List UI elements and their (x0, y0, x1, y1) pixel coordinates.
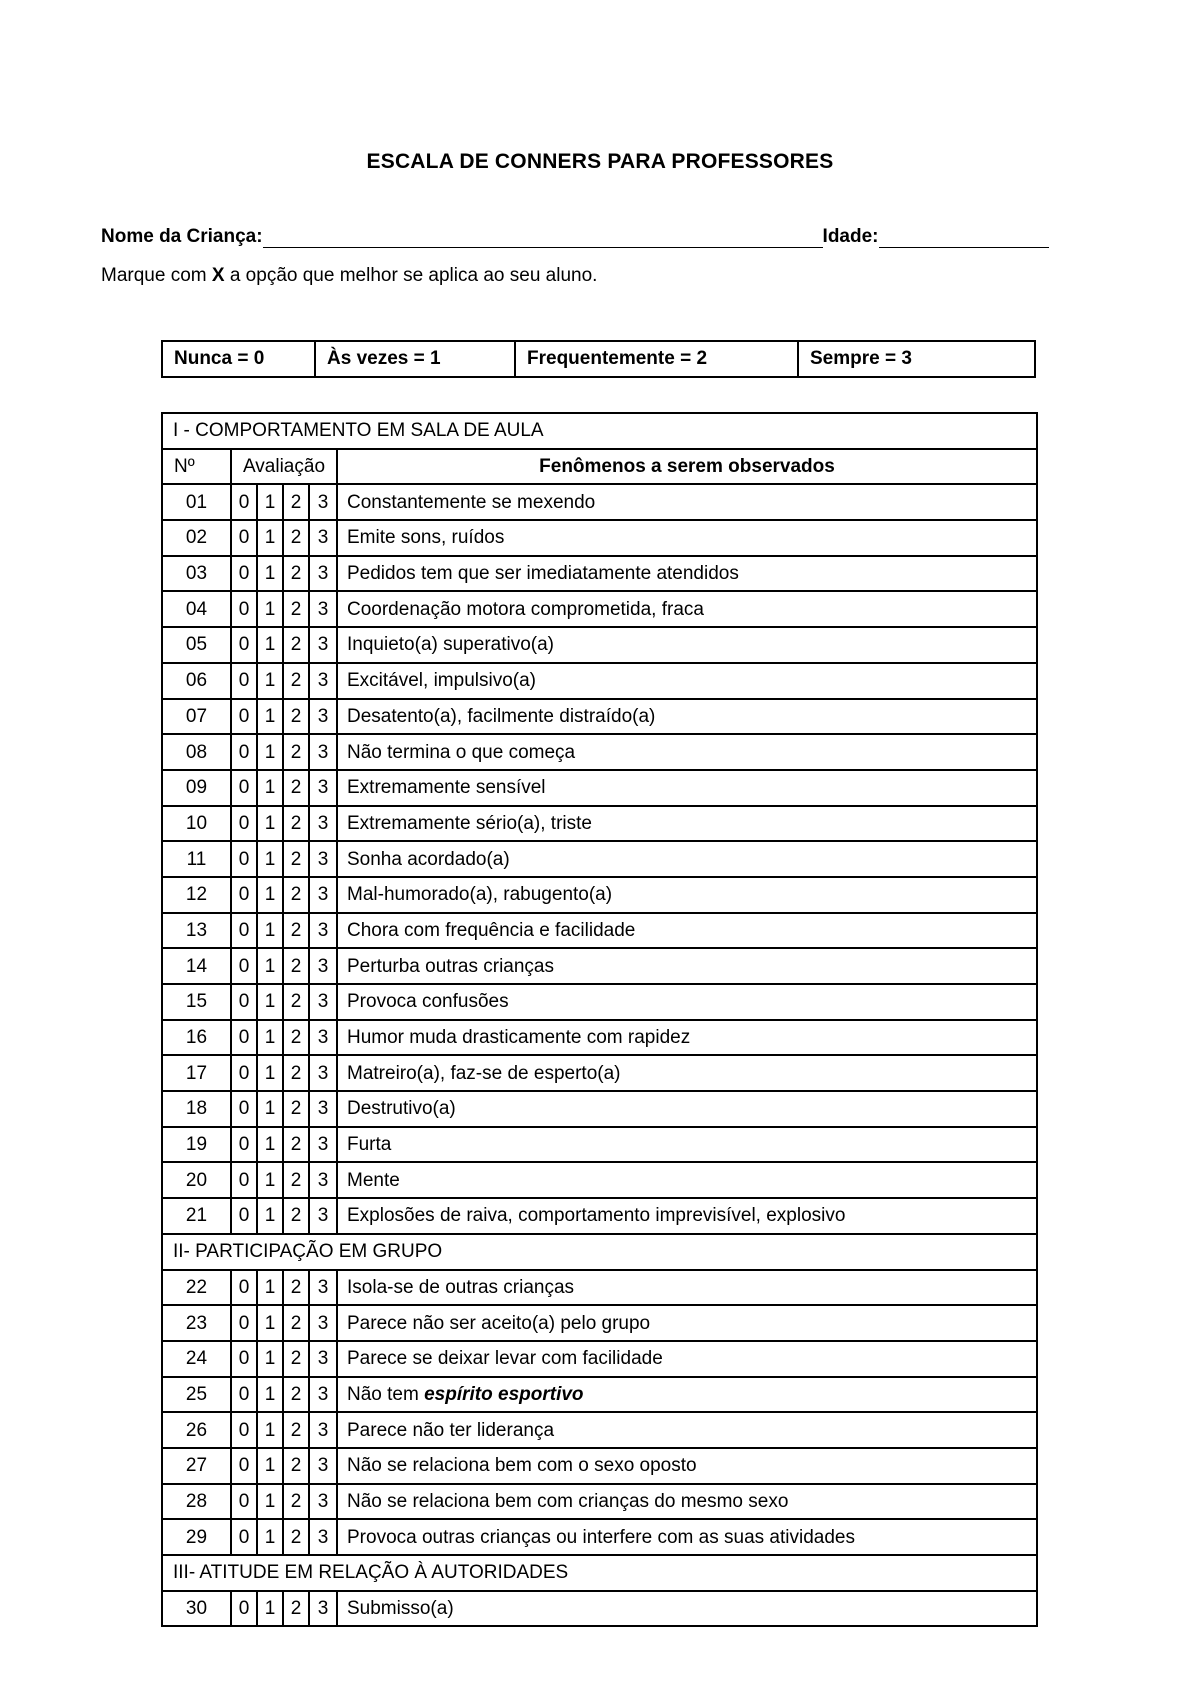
instruction-pre: Marque com (101, 265, 212, 286)
item-number: 02 (162, 520, 231, 556)
rating-option-3[interactable]: 3 (309, 1519, 337, 1555)
item-description (337, 1127, 1037, 1163)
item-number: 25 (162, 1377, 231, 1413)
item-row (162, 1198, 1037, 1234)
item-description (337, 1519, 1037, 1555)
item-description (337, 1412, 1037, 1448)
item-row (162, 948, 1037, 984)
rating-option-2[interactable]: 2 (283, 1448, 309, 1484)
section-title: I - COMPORTAMENTO EM SALA DE AULA (162, 413, 1037, 449)
section-title: II- PARTICIPAÇÃO EM GRUPO (162, 1234, 1037, 1270)
item-number: 30 (162, 1591, 231, 1627)
rating-option-0[interactable]: 0 (231, 841, 257, 877)
rating-option-1[interactable]: 1 (257, 734, 283, 770)
item-description (337, 627, 1037, 663)
item-description (337, 1270, 1037, 1306)
rating-option-3[interactable]: 3 (309, 1270, 337, 1306)
item-text: Perturba outras crianças (347, 955, 554, 977)
rating-option-3[interactable]: 3 (309, 1055, 337, 1091)
item-number: 18 (162, 1091, 231, 1127)
item-number: 23 (162, 1305, 231, 1341)
item-number: 13 (162, 913, 231, 949)
item-row (162, 1305, 1037, 1341)
header-row (162, 449, 1037, 485)
rating-option-2[interactable]: 2 (283, 770, 309, 806)
rating-option-0[interactable]: 0 (231, 520, 257, 556)
item-number: 03 (162, 556, 231, 592)
item-text: Mente (347, 1169, 400, 1191)
header-number: Nº (162, 449, 231, 485)
conners-table (161, 412, 1038, 1627)
item-description (337, 841, 1037, 877)
item-text: Parece se deixar levar com facilidade (347, 1348, 663, 1370)
item-text: Extremamente sensível (347, 777, 546, 799)
rating-option-1[interactable]: 1 (257, 591, 283, 627)
item-row (162, 770, 1037, 806)
item-description (337, 663, 1037, 699)
item-row (162, 699, 1037, 735)
rating-option-2[interactable]: 2 (283, 699, 309, 735)
rating-option-1[interactable]: 1 (257, 1055, 283, 1091)
rating-option-0[interactable]: 0 (231, 1591, 257, 1627)
rating-option-3[interactable]: 3 (309, 734, 337, 770)
item-number: 27 (162, 1448, 231, 1484)
item-text: Emite sons, ruídos (347, 527, 505, 549)
item-text: Pedidos tem que ser imediatamente atendidos (347, 563, 739, 585)
rating-option-3[interactable]: 3 (309, 1091, 337, 1127)
page-title: ESCALA DE CONNERS PARA PROFESSORES (366, 150, 834, 173)
item-number: 06 (162, 663, 231, 699)
rating-option-2[interactable]: 2 (283, 948, 309, 984)
rating-legend (161, 340, 1036, 378)
rating-option-2[interactable]: 2 (283, 1091, 309, 1127)
item-row (162, 1412, 1037, 1448)
item-number: 24 (162, 1341, 231, 1377)
rating-option-3[interactable]: 3 (309, 1127, 337, 1163)
rating-option-1[interactable]: 1 (257, 1091, 283, 1127)
child-name-field[interactable] (263, 225, 823, 248)
rating-option-2[interactable]: 2 (283, 877, 309, 913)
item-description (337, 1448, 1037, 1484)
item-number: 08 (162, 734, 231, 770)
rating-option-0[interactable]: 0 (231, 1519, 257, 1555)
rating-option-1[interactable]: 1 (257, 1377, 283, 1413)
rating-option-2[interactable]: 2 (283, 841, 309, 877)
rating-option-1[interactable]: 1 (257, 1020, 283, 1056)
rating-option-2[interactable]: 2 (283, 913, 309, 949)
legend-always: Sempre = 3 (798, 341, 1035, 377)
rating-option-2[interactable]: 2 (283, 1270, 309, 1306)
item-description (337, 806, 1037, 842)
item-text: Parece não ter liderança (347, 1419, 555, 1441)
item-description (337, 520, 1037, 556)
rating-option-2[interactable]: 2 (283, 1162, 309, 1198)
rating-option-0[interactable]: 0 (231, 1341, 257, 1377)
rating-option-2[interactable]: 2 (283, 1127, 309, 1163)
rating-option-3[interactable]: 3 (309, 1484, 337, 1520)
item-text: Isola-se de outras crianças (347, 1276, 575, 1298)
item-number: 15 (162, 984, 231, 1020)
rating-option-3[interactable]: 3 (309, 1448, 337, 1484)
rating-option-3[interactable]: 3 (309, 806, 337, 842)
rating-option-1[interactable]: 1 (257, 984, 283, 1020)
item-description (337, 1591, 1037, 1627)
item-number: 09 (162, 770, 231, 806)
item-number: 14 (162, 948, 231, 984)
item-number: 26 (162, 1412, 231, 1448)
rating-option-3[interactable]: 3 (309, 1020, 337, 1056)
rating-option-2[interactable]: 2 (283, 663, 309, 699)
item-row (162, 484, 1037, 520)
item-row (162, 1484, 1037, 1520)
rating-option-0[interactable]: 0 (231, 556, 257, 592)
rating-option-0[interactable]: 0 (231, 1377, 257, 1413)
item-description (337, 734, 1037, 770)
item-text: Desatento(a), facilmente distraído(a) (347, 705, 656, 727)
item-number: 12 (162, 877, 231, 913)
rating-option-2[interactable]: 2 (283, 1341, 309, 1377)
rating-option-1[interactable]: 1 (257, 556, 283, 592)
rating-option-2[interactable]: 2 (283, 1305, 309, 1341)
item-text: Extremamente sério(a), triste (347, 812, 592, 834)
item-number: 10 (162, 806, 231, 842)
item-text: Mal-humorado(a), rabugento(a) (347, 884, 613, 906)
rating-option-0[interactable]: 0 (231, 877, 257, 913)
item-description (337, 1198, 1037, 1234)
rating-option-3[interactable]: 3 (309, 591, 337, 627)
rating-option-2[interactable]: 2 (283, 1020, 309, 1056)
item-description (337, 1055, 1037, 1091)
item-description (337, 1305, 1037, 1341)
rating-option-0[interactable]: 0 (231, 1484, 257, 1520)
item-description (337, 699, 1037, 735)
item-text: Destrutivo(a) (347, 1098, 456, 1120)
header-items: Fenômenos a serem observados (337, 449, 1037, 485)
rating-option-0[interactable]: 0 (231, 1020, 257, 1056)
item-number: 07 (162, 699, 231, 735)
child-name-label: Nome da Criança: (101, 226, 263, 247)
item-description (337, 1341, 1037, 1377)
item-number: 19 (162, 1127, 231, 1163)
rating-option-1[interactable]: 1 (257, 1162, 283, 1198)
rating-option-0[interactable]: 0 (231, 734, 257, 770)
rating-option-3[interactable]: 3 (309, 913, 337, 949)
rating-option-0[interactable]: 0 (231, 913, 257, 949)
item-text: Coordenação motora comprometida, fraca (347, 598, 704, 620)
item-description (337, 913, 1037, 949)
item-text: Não termina o que começa (347, 741, 576, 763)
rating-option-2[interactable]: 2 (283, 591, 309, 627)
item-description (337, 484, 1037, 520)
rating-option-2[interactable]: 2 (283, 734, 309, 770)
rating-option-2[interactable]: 2 (283, 1519, 309, 1555)
rating-option-2[interactable]: 2 (283, 520, 309, 556)
rating-option-3[interactable]: 3 (309, 627, 337, 663)
item-text: Excitável, impulsivo(a) (347, 670, 536, 692)
rating-option-1[interactable]: 1 (257, 663, 283, 699)
item-description (337, 984, 1037, 1020)
rating-option-3[interactable]: 3 (309, 663, 337, 699)
item-number: 22 (162, 1270, 231, 1306)
item-description (337, 948, 1037, 984)
rating-option-3[interactable]: 3 (309, 948, 337, 984)
item-text: Parece não ser aceito(a) pelo grupo (347, 1312, 651, 1334)
rating-option-2[interactable]: 2 (283, 984, 309, 1020)
age-label: Idade: (822, 226, 879, 247)
legend-sometimes: Às vezes = 1 (315, 341, 515, 377)
item-description (337, 1020, 1037, 1056)
rating-option-1[interactable]: 1 (257, 520, 283, 556)
item-text: Provoca confusões (347, 991, 509, 1013)
rating-option-1[interactable]: 1 (257, 1591, 283, 1627)
section-title: III- ATITUDE EM RELAÇÃO À AUTORIDADES (162, 1555, 1037, 1591)
item-row (162, 556, 1037, 592)
item-row (162, 1270, 1037, 1306)
rating-option-3[interactable]: 3 (309, 484, 337, 520)
rating-option-1[interactable]: 1 (257, 1270, 283, 1306)
rating-option-0[interactable]: 0 (231, 484, 257, 520)
rating-option-0[interactable]: 0 (231, 1055, 257, 1091)
item-row (162, 1162, 1037, 1198)
rating-option-1[interactable]: 1 (257, 948, 283, 984)
header-rating: Avaliação (231, 449, 337, 485)
item-description (337, 770, 1037, 806)
rating-option-3[interactable]: 3 (309, 770, 337, 806)
rating-option-3[interactable]: 3 (309, 841, 337, 877)
item-number: 29 (162, 1519, 231, 1555)
age-field[interactable] (879, 225, 1049, 248)
item-text: Não tem (347, 1383, 425, 1405)
rating-option-0[interactable]: 0 (231, 1162, 257, 1198)
item-row (162, 1519, 1037, 1555)
item-number: 28 (162, 1484, 231, 1520)
item-number: 16 (162, 1020, 231, 1056)
rating-option-1[interactable]: 1 (257, 627, 283, 663)
item-text: Explosões de raiva, comportamento imprevisível, explosivo (347, 1205, 846, 1227)
item-row (162, 1055, 1037, 1091)
rating-option-3[interactable]: 3 (309, 1591, 337, 1627)
rating-option-2[interactable]: 2 (283, 1484, 309, 1520)
rating-option-1[interactable]: 1 (257, 1484, 283, 1520)
item-description (337, 1377, 1037, 1413)
rating-option-1[interactable]: 1 (257, 770, 283, 806)
rating-option-0[interactable]: 0 (231, 1305, 257, 1341)
item-row (162, 627, 1037, 663)
rating-option-3[interactable]: 3 (309, 556, 337, 592)
rating-option-3[interactable]: 3 (309, 984, 337, 1020)
section-row (162, 413, 1037, 449)
rating-option-1[interactable]: 1 (257, 699, 283, 735)
item-row (162, 591, 1037, 627)
rating-option-2[interactable]: 2 (283, 1591, 309, 1627)
rating-option-3[interactable]: 3 (309, 877, 337, 913)
rating-option-3[interactable]: 3 (309, 520, 337, 556)
rating-option-2[interactable]: 2 (283, 484, 309, 520)
rating-option-1[interactable]: 1 (257, 484, 283, 520)
section-row (162, 1234, 1037, 1270)
item-text: Humor muda drasticamente com rapidez (347, 1027, 691, 1049)
item-text: Matreiro(a), faz-se de esperto(a) (347, 1062, 621, 1084)
rating-option-2[interactable]: 2 (283, 806, 309, 842)
rating-option-1[interactable]: 1 (257, 1127, 283, 1163)
legend-never: Nunca = 0 (162, 341, 315, 377)
item-row (162, 1127, 1037, 1163)
rating-option-0[interactable]: 0 (231, 984, 257, 1020)
item-text: Submisso(a) (347, 1598, 454, 1620)
item-text: Provoca outras crianças ou interfere com as suas atividades (347, 1526, 855, 1548)
item-row (162, 913, 1037, 949)
rating-option-1[interactable]: 1 (257, 806, 283, 842)
item-description (337, 1091, 1037, 1127)
rating-option-1[interactable]: 1 (257, 1305, 283, 1341)
item-row (162, 1020, 1037, 1056)
item-text: Sonha acordado(a) (347, 848, 510, 870)
rating-option-1[interactable]: 1 (257, 1519, 283, 1555)
item-number: 11 (162, 841, 231, 877)
rating-option-0[interactable]: 0 (231, 1448, 257, 1484)
item-row (162, 877, 1037, 913)
rating-option-0[interactable]: 0 (231, 663, 257, 699)
rating-option-3[interactable]: 3 (309, 1305, 337, 1341)
rating-option-2[interactable]: 2 (283, 1055, 309, 1091)
item-text: Não se relaciona bem com o sexo oposto (347, 1455, 697, 1477)
item-number: 21 (162, 1198, 231, 1234)
item-text: Furta (347, 1134, 392, 1156)
rating-option-2[interactable]: 2 (283, 1198, 309, 1234)
item-row (162, 663, 1037, 699)
rating-option-1[interactable]: 1 (257, 1198, 283, 1234)
rating-option-2[interactable]: 2 (283, 1412, 309, 1448)
item-row (162, 734, 1037, 770)
rating-option-1[interactable]: 1 (257, 913, 283, 949)
item-row (162, 1591, 1037, 1627)
rating-option-0[interactable]: 0 (231, 1198, 257, 1234)
rating-option-3[interactable]: 3 (309, 1377, 337, 1413)
rating-option-1[interactable]: 1 (257, 1412, 283, 1448)
rating-option-3[interactable]: 3 (309, 1341, 337, 1377)
item-row (162, 806, 1037, 842)
rating-option-1[interactable]: 1 (257, 1341, 283, 1377)
item-number: 20 (162, 1162, 231, 1198)
item-emphasis: espírito esportivo (424, 1383, 584, 1405)
item-row (162, 984, 1037, 1020)
rating-option-0[interactable]: 0 (231, 591, 257, 627)
item-description (337, 591, 1037, 627)
rating-option-1[interactable]: 1 (257, 1448, 283, 1484)
rating-option-0[interactable]: 0 (231, 699, 257, 735)
rating-option-0[interactable]: 0 (231, 770, 257, 806)
item-text: Chora com frequência e facilidade (347, 919, 636, 941)
section-row (162, 1555, 1037, 1591)
rating-option-0[interactable]: 0 (231, 806, 257, 842)
item-description (337, 1162, 1037, 1198)
item-text: Inquieto(a) superativo(a) (347, 634, 554, 656)
rating-option-0[interactable]: 0 (231, 948, 257, 984)
rating-option-0[interactable]: 0 (231, 1412, 257, 1448)
instruction-mark: X (211, 265, 225, 286)
item-number: 17 (162, 1055, 231, 1091)
item-text: Constantemente se mexendo (347, 491, 596, 513)
rating-option-2[interactable]: 2 (283, 556, 309, 592)
instruction-post: a opção que melhor se aplica ao seu aluno. (224, 265, 598, 286)
item-row (162, 841, 1037, 877)
item-description (337, 1484, 1037, 1520)
item-row (162, 1377, 1037, 1413)
item-row (162, 520, 1037, 556)
rating-option-3[interactable]: 3 (309, 699, 337, 735)
rating-option-0[interactable]: 0 (231, 627, 257, 663)
rating-option-3[interactable]: 3 (309, 1198, 337, 1234)
item-row (162, 1091, 1037, 1127)
item-number: 01 (162, 484, 231, 520)
item-text: Não se relaciona bem com crianças do mesmo sexo (347, 1490, 789, 1512)
rating-option-3[interactable]: 3 (309, 1412, 337, 1448)
instruction-text (101, 265, 597, 287)
rating-option-3[interactable]: 3 (309, 1162, 337, 1198)
child-info-line (101, 218, 1071, 248)
rating-option-2[interactable]: 2 (283, 627, 309, 663)
item-description (337, 556, 1037, 592)
item-row (162, 1448, 1037, 1484)
rating-option-1[interactable]: 1 (257, 877, 283, 913)
rating-option-0[interactable]: 0 (231, 1091, 257, 1127)
legend-frequently: Frequentemente = 2 (515, 341, 798, 377)
item-number: 05 (162, 627, 231, 663)
item-number: 04 (162, 591, 231, 627)
rating-option-1[interactable]: 1 (257, 841, 283, 877)
item-description (337, 877, 1037, 913)
rating-option-0[interactable]: 0 (231, 1127, 257, 1163)
item-row (162, 1341, 1037, 1377)
rating-option-0[interactable]: 0 (231, 1270, 257, 1306)
rating-option-2[interactable]: 2 (283, 1377, 309, 1413)
